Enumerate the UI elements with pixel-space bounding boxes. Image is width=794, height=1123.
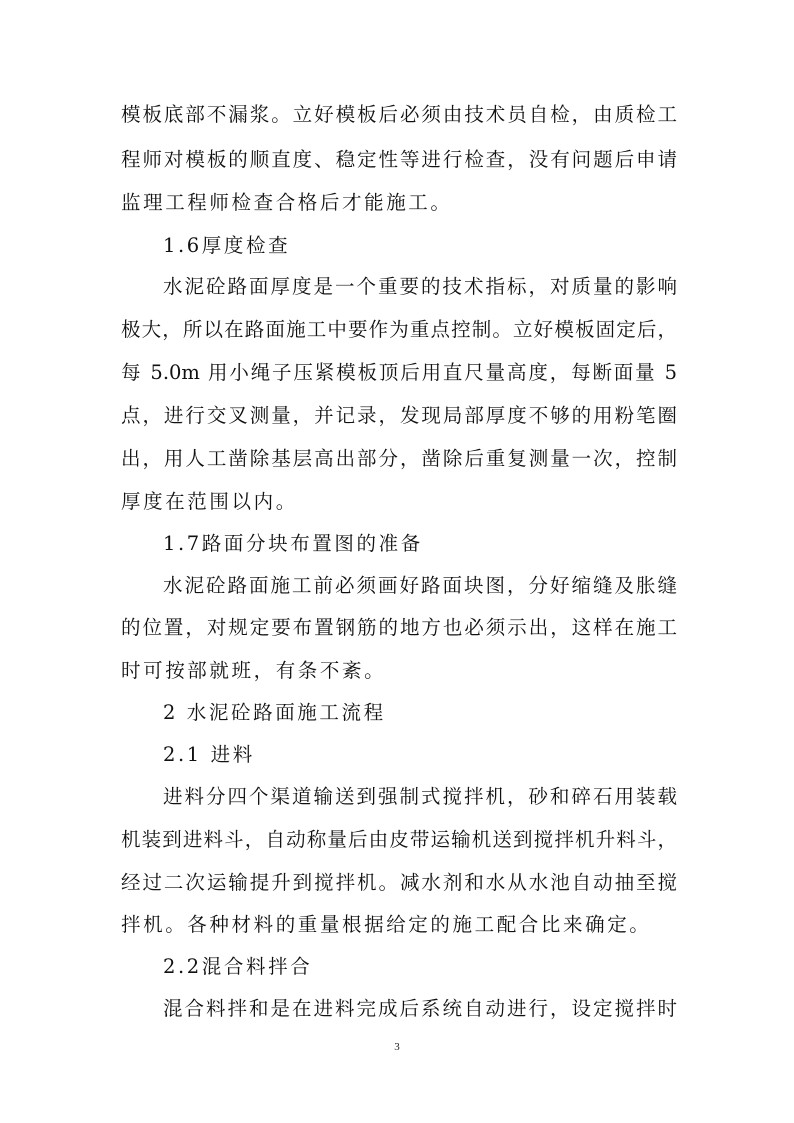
section-heading: 2.2混合料拌合 (163, 955, 313, 978)
page-number: 3 (394, 1041, 400, 1053)
paragraph-line: 点，进行交叉测量，并记录，发现局部厚度不够的用粉笔圈 (121, 404, 677, 427)
paragraph-line: 极大，所以在路面施工中要作为重点控制。立好模板固定后， (121, 318, 677, 341)
paragraph-line: 程师对模板的顺直度、稳定性等进行检查，没有问题后申请 (121, 148, 677, 171)
section-heading: 2.1 进料 (163, 743, 255, 766)
paragraph-line: 混合料拌和是在进料完成后系统自动进行，设定搅拌时 (163, 997, 677, 1020)
paragraph-line: 时可按部就班，有条不紊。 (121, 659, 387, 682)
paragraph-line: 水泥砼路面施工前必须画好路面块图，分好缩缝及胀缝 (163, 574, 677, 597)
paragraph-line: 每 5.0m 用小绳子压紧模板顶后用直尺量高度，每断面量 5 (121, 361, 677, 384)
paragraph-line: 拌机。各种材料的重量根据给定的施工配合比来确定。 (121, 913, 652, 936)
paragraph-line: 水泥砼路面厚度是一个重要的技术指标，对质量的影响 (163, 275, 677, 298)
paragraph-line: 出，用人工凿除基层高出部分，凿除后重复测量一次，控制 (121, 447, 677, 470)
paragraph-line: 经过二次运输提升到搅拌机。减水剂和水从水池自动抽至搅 (121, 871, 677, 894)
section-heading: 2 水泥砼路面施工流程 (163, 701, 386, 724)
section-heading: 1.6厚度检查 (163, 234, 291, 257)
paragraph-line: 的位置，对规定要布置钢筋的地方也必须示出，这样在施工 (121, 616, 677, 639)
paragraph-line: 监理工程师检查合格后才能施工。 (121, 191, 453, 214)
paragraph-line: 进料分四个渠道输送到强制式搅拌机，砂和碎石用装载 (163, 785, 677, 808)
paragraph-line: 机装到进料斗，自动称量后由皮带运输机送到搅拌机升料斗， (121, 828, 677, 851)
paragraph-line: 厚度在范围以内。 (121, 490, 298, 513)
section-heading: 1.7路面分块布置图的准备 (163, 532, 423, 555)
paragraph-line: 模板底部不漏浆。立好模板后必须由技术员自检，由质检工 (121, 103, 677, 126)
